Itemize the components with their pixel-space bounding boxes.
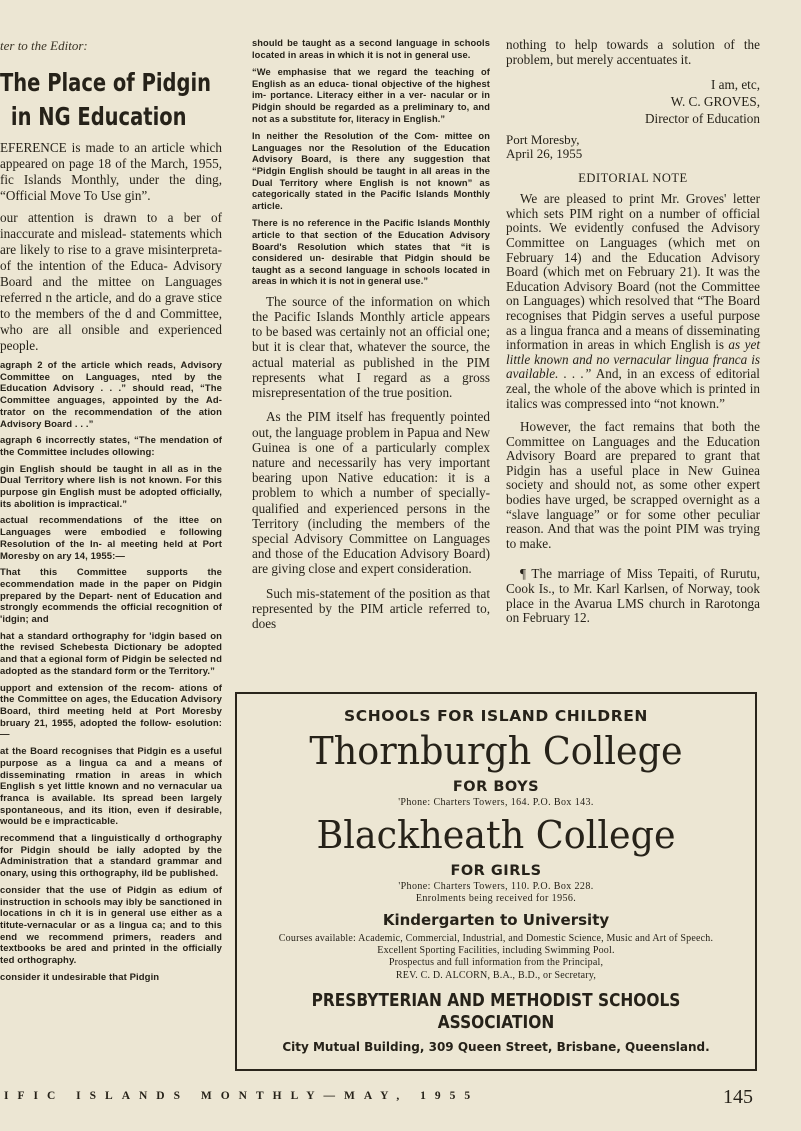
quoted-paragraph: recommend that a linguistically d orthography for Pidgin should be ially adopted by the Administration that a standard grammar and onary, using this orthography, ild be published. bbox=[0, 833, 222, 880]
dateline bbox=[506, 133, 760, 161]
school-advertisement bbox=[235, 692, 757, 1071]
association-name bbox=[268, 990, 724, 1034]
dateline-date: April 26, 1955 bbox=[506, 146, 583, 162]
college-for-girls: FOR GIRLS bbox=[450, 863, 542, 879]
enrolment-notice: Enrolments being received for 1956. bbox=[415, 893, 577, 904]
quoted-paragraph: consider it undesirable that Pidgin bbox=[0, 971, 160, 983]
note-text: And, in an excess of editorial zeal, the whole of the above which is printed in italics was compressed into “not known.” bbox=[506, 366, 760, 411]
dateline-place: Port Moresby, bbox=[506, 132, 580, 148]
page-number: 145 bbox=[723, 1086, 753, 1108]
ad-subheading: Kindergarten to University bbox=[382, 911, 610, 929]
signatory-name: W. C. GROVES, bbox=[670, 94, 760, 110]
college-name-boys: Thornburgh College bbox=[309, 729, 683, 773]
quoted-paragraph: upport and extension of the recom- ations of the Committee on ages, the Education Advisory Board, third meeting held at Port Moresby bruary 21, 1955, adopted the follow- esolution:— bbox=[0, 682, 222, 741]
ad-facilities: Excellent Sporting Facilities, including Swimming Pool. bbox=[377, 945, 615, 957]
body-paragraph: our attention is drawn to a ber of inaccurate and mislead- statements which are likely to rise to a grave misinterpreta- of the intention of the Educa- Advisory Board and the mittee on Languages referred n the article, and do a grave stice to the members of the d and Committee, who are all onsible and experienced people. bbox=[0, 210, 222, 353]
college-contact: 'Phone: Charters Towers, 110. P.O. Box 228. bbox=[398, 881, 594, 892]
news-item: ¶ The marriage of Miss Tepaiti, of Rurutu, Cook Is., to Mr. Karl Karlsen, of Norway, took place in the Avarua LMS church in Rarotonga on February 12. bbox=[506, 566, 760, 626]
quoted-paragraph: agraph 2 of the article which reads, Advisory Committee on Languages, nted by the Education Advisory . . .” should read, “The Committee anguages, appointed by the Ad- trator on the recommendation of the ation Advisory Board . . .” bbox=[0, 360, 222, 430]
article-headline bbox=[0, 66, 222, 134]
quoted-paragraph: agraph 6 incorrectly states, “The mendation of the Committee includes ollowing: bbox=[0, 435, 222, 458]
quoted-paragraph: That this Committee supports the ecommendation made in the paper on Pidgin prepared by the Depart- nent of Education and strongly ecommends the official recognition of 'idgin; and bbox=[0, 567, 222, 626]
signatory-title: Director of Education bbox=[645, 111, 760, 127]
body-paragraph: As the PIM itself has frequently pointed out, the language problem in Papua and New Guinea is one of a particularly complex nature and necessarily has very important bearing upon Native education: it is a problem to which a number of specially-qualified and experienced persons in the Territory (including the members of the special Advisory Committee on Languages and those of the Education Advisory Board) are giving close and expert consideration. bbox=[252, 409, 490, 577]
section-kicker: ter to the Editor: bbox=[0, 38, 88, 53]
ad-principal: REV. C. D. ALCORN, B.A., B.D., or Secretary, bbox=[395, 969, 597, 981]
headline-line-1: The Place of Pidgin bbox=[0, 68, 212, 97]
quoted-paragraph: at the Board recognises that Pidgin es a useful purpose as a lingua ca and a means of disseminating rmation in areas in which English s yet little known and no vernacular ua franca is available. Its spread been largely spontaneous, and its ition, even if desirable, would be e impracticable. bbox=[0, 746, 222, 828]
editorial-note-paragraph bbox=[506, 192, 760, 411]
ad-courses: Courses available: Academic, Commercial, Industrial, and Domestic Science, Music and Art of Speech. bbox=[278, 933, 714, 944]
association-address: City Mutual Building, 309 Queen Street, Brisbane, Queensland. bbox=[282, 1039, 710, 1054]
association-line-1: PRESBYTERIAN AND METHODIST SCHOOLS bbox=[311, 990, 681, 1011]
college-for-boys: FOR BOYS bbox=[452, 779, 540, 795]
quoted-paragraph: In neither the Resolution of the Com- mittee on Languages nor the Resolution of the Education Advisory Board, is there any suggestion that “Pidgin English should be taught in all areas in the Dual Territory where English is not known” as categorically stated in the Pacific Islands Monthly article. bbox=[252, 131, 490, 211]
note-text: We are pleased to print Mr. Groves' letter which sets PIM right on a number of official points. We evidently confused the Advisory Committee on Languages (which met on February 14) and the Education Advisory Board (which met on February 21). It was the Education Advisory Board (not the Committee on Languages) which resolved that “The Board recognises that Pidgin serves a useful purpose as a lingua franca and a means of disseminating information in areas in which English is bbox=[506, 191, 760, 353]
sign-off: I am, etc, bbox=[710, 77, 760, 93]
column-left bbox=[0, 38, 222, 988]
college-name-girls: Blackheath College bbox=[316, 813, 676, 857]
quoted-paragraph: consider that the use of Pidgin as edium of instruction in schools may ibly be sanctioned in locations in ch it is in general use either as a titute-vernacular or as a lingua ca; and to this end we recommend primers, readers and textbooks be ared and printed in the officially ted orthography. bbox=[0, 884, 222, 967]
association-line-2: ASSOCIATION bbox=[437, 1012, 555, 1033]
page-footer bbox=[0, 1088, 801, 1118]
body-paragraph: Such mis-statement of the position as that represented by the PIM article referred to, does bbox=[252, 585, 490, 631]
editorial-note-paragraph: However, the fact remains that both the Committee on Languages and the Education Advisory Board are prepared to grant that Pidgin has a useful place in New Guinea society and should not, as some other expert bodies have urged, be scrapped overnight as a “slave language” or for some other peculiar reason. And that was the point PIM was trying to make. bbox=[506, 419, 760, 551]
body-paragraph: nothing to help towards a solution of the problem, but merely accentuates it. bbox=[506, 37, 760, 67]
column-middle bbox=[252, 38, 490, 640]
editorial-note-title: EDITORIAL NOTE bbox=[578, 171, 688, 186]
lead-paragraph: EFERENCE is made to an article which appeared on page 18 of the March, 1955, fic Islands Monthly, under the ding, “Official Move To Use gin”. bbox=[0, 140, 222, 203]
quoted-paragraph: gin English should be taught in all as in the Dual Territory where lish is not known. For this purpose gin English must be adopted officially, its abolition is impractical.” bbox=[0, 463, 222, 510]
quoted-paragraph: “We emphasise that we regard the teaching of English as an educa- tional objective of the highest im- portance. Literacy either in a ver- nacular or in Pidgin should be regarded as a preliminary to, and not as a substitute for, literacy in English.” bbox=[252, 67, 490, 124]
body-paragraph: The source of the information on which the Pacific Islands Monthly article appears to be based was certainly not an official one; but it is clear that, whatever the source, the actual material as published in the PIM represents what I regard as a gross misrepresentation of the true position. bbox=[252, 293, 490, 401]
quoted-paragraph: actual recommendations of the ittee on Languages were embodied e following Resolution of the In- al meeting held at Port Moresby on ary 14, 1955:— bbox=[0, 515, 222, 562]
quoted-paragraph: should be taught as a second language in schools located in areas in which it is not in general use. bbox=[252, 38, 490, 60]
ad-prospectus: Prospectus and full information from the Principal, bbox=[388, 957, 604, 969]
quoted-paragraph: There is no reference in the Pacific Islands Monthly article to that section of the Education Advisory Board's Resolution which states that “it is considered un- desirable that Pidgin should be taught as a second language in schools located in areas in which it is not in general use.” bbox=[252, 218, 490, 287]
running-footer: IFIC ISLANDS MONTHLY—MAY, 1955 bbox=[4, 1090, 480, 1102]
headline-line-2: in NG Education bbox=[10, 102, 187, 131]
quoted-paragraph: hat a standard orthography for 'idgin based on the revised Schebesta Dictionary be adopted and that a egional form of Pidgin be selected nd adopted as the standard form or the Territory.” bbox=[0, 630, 222, 677]
ad-heading: SCHOOLS FOR ISLAND CHILDREN bbox=[344, 707, 648, 725]
note-italic-text: as yet little known and no vernacular lingua franca is available. . . .” bbox=[506, 337, 760, 382]
column-right bbox=[506, 38, 760, 635]
college-contact: 'Phone: Charters Towers, 164. P.O. Box 143. bbox=[398, 797, 594, 808]
